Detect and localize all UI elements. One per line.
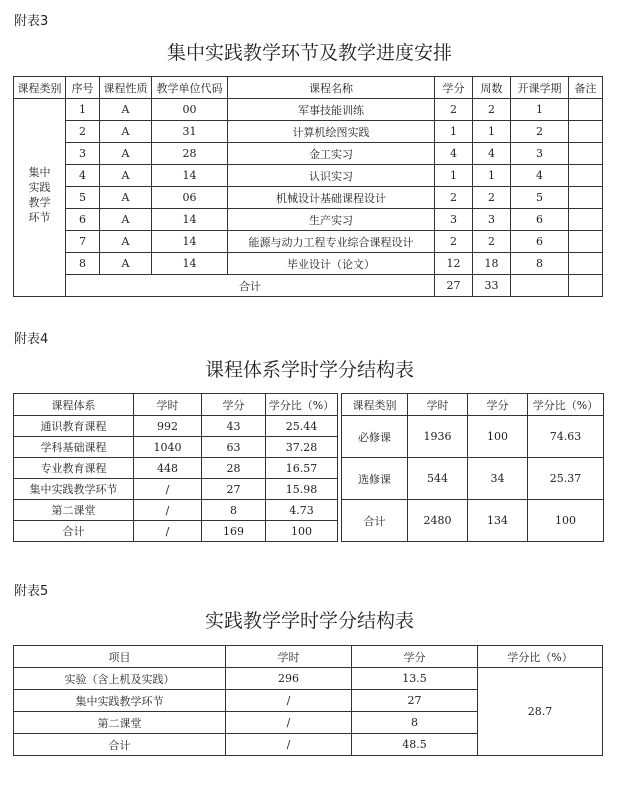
table5-header (14, 646, 603, 668)
cell (569, 209, 603, 231)
cell: A (100, 121, 152, 143)
cell: A (100, 165, 152, 187)
cell: / (134, 500, 202, 521)
cell: 37.28 (266, 437, 338, 458)
cell (511, 275, 569, 297)
cell (569, 143, 603, 165)
cell: 14 (152, 209, 228, 231)
cell: 296 (226, 668, 352, 690)
header-cell: 课程体系 (14, 394, 134, 416)
header-cell: 序号 (66, 77, 100, 99)
header-cell: 学分 (435, 77, 473, 99)
cell: 4 (435, 143, 473, 165)
cell: 18 (473, 253, 511, 275)
cell: 集中实践教学环节 (14, 479, 134, 500)
cell: 毕业设计（论文） (228, 253, 435, 275)
cell (569, 253, 603, 275)
cell: 实验（含上机及实践） (14, 668, 226, 690)
header-cell: 备注 (569, 77, 603, 99)
cell: 3 (66, 143, 100, 165)
cell: / (226, 690, 352, 712)
cell (569, 275, 603, 297)
cell: 3 (511, 143, 569, 165)
cell: 合计 (14, 734, 226, 756)
header-cell: 课程类别 (342, 394, 408, 416)
cell: 合计 (14, 521, 134, 542)
cell: 14 (152, 253, 228, 275)
cell: 992 (134, 416, 202, 437)
table5-label: 附表5 (14, 584, 49, 599)
cell: 能源与动力工程专业综合课程设计 (228, 231, 435, 253)
cell: 金工实习 (228, 143, 435, 165)
table-row (14, 253, 603, 275)
header-cell: 课程名称 (228, 77, 435, 99)
cell: 27 (352, 690, 478, 712)
cell: A (100, 231, 152, 253)
cell: 2 (511, 121, 569, 143)
cell: 14 (152, 165, 228, 187)
cell (569, 231, 603, 253)
total-credit: 27 (435, 275, 473, 297)
cell (569, 121, 603, 143)
table4-title: 课程体系学时学分结构表 (204, 359, 414, 381)
table5 (13, 645, 603, 756)
header-cell: 周数 (473, 77, 511, 99)
cell: 25.37 (528, 458, 604, 500)
cell: 43 (202, 416, 266, 437)
cell: A (100, 143, 152, 165)
cell: 2480 (408, 500, 468, 542)
total-label: 合计 (66, 275, 435, 297)
cell: 34 (468, 458, 528, 500)
table3-total-row (14, 275, 603, 297)
cell: 13.5 (352, 668, 478, 690)
header-cell: 教学单位代码 (152, 77, 228, 99)
table-row (14, 187, 603, 209)
cell: 4 (66, 165, 100, 187)
cell: 6 (511, 231, 569, 253)
cell: 1936 (408, 416, 468, 458)
cell: 军事技能训练 (228, 99, 435, 121)
cell: 通识教育课程 (14, 416, 134, 437)
table3-label: 附表3 (14, 14, 49, 29)
cell: 1 (511, 99, 569, 121)
header-cell: 学分比（%） (266, 394, 338, 416)
cell: 28 (202, 458, 266, 479)
ratio-cell: 28.7 (478, 668, 603, 756)
cell: 4.73 (266, 500, 338, 521)
table-row (14, 99, 603, 121)
cell: 2 (435, 99, 473, 121)
cell: 2 (66, 121, 100, 143)
cell: 4 (511, 165, 569, 187)
cell (569, 99, 603, 121)
header-cell: 学时 (408, 394, 468, 416)
cell: 8 (352, 712, 478, 734)
table4 (13, 393, 604, 542)
cell: / (134, 479, 202, 500)
cell: A (100, 209, 152, 231)
cell: 544 (408, 458, 468, 500)
cell: 2 (473, 187, 511, 209)
cell: 4 (473, 143, 511, 165)
cell: 6 (511, 209, 569, 231)
header-cell: 学分 (202, 394, 266, 416)
header-cell: 学分 (352, 646, 478, 668)
cell: 1 (473, 121, 511, 143)
cell: 8 (66, 253, 100, 275)
cell: 100 (468, 416, 528, 458)
cell: 2 (473, 99, 511, 121)
cell: 机械设计基础课程设计 (228, 187, 435, 209)
total-weeks: 33 (473, 275, 511, 297)
cell: 1 (66, 99, 100, 121)
table3-title: 集中实践教学环节及教学进度安排 (166, 42, 452, 64)
cell: 63 (202, 437, 266, 458)
cell: 5 (66, 187, 100, 209)
header-cell: 学分 (468, 394, 528, 416)
cell: 25.44 (266, 416, 338, 437)
cell: 1 (473, 165, 511, 187)
cell: 选修课 (342, 458, 408, 500)
cell: 第二课堂 (14, 712, 226, 734)
cell: 2 (435, 187, 473, 209)
cell: 1 (435, 121, 473, 143)
table-row (14, 500, 604, 521)
cell: A (100, 253, 152, 275)
category-cell: 集中实践教学环节 (28, 166, 51, 224)
table3-header (14, 77, 603, 99)
cell: 2 (473, 231, 511, 253)
cell: 1040 (134, 437, 202, 458)
cell: 1 (435, 165, 473, 187)
cell: 100 (266, 521, 338, 542)
cell: 学科基础课程 (14, 437, 134, 458)
cell: 3 (435, 209, 473, 231)
table4-label: 附表4 (14, 332, 49, 347)
cell: 16.57 (266, 458, 338, 479)
cell: 27 (202, 479, 266, 500)
cell: 74.63 (528, 416, 604, 458)
cell: 集中实践教学环节 (14, 690, 226, 712)
table-row (14, 143, 603, 165)
table-row (14, 209, 603, 231)
cell: 3 (473, 209, 511, 231)
cell (569, 187, 603, 209)
header-cell: 课程性质 (100, 77, 152, 99)
header-cell: 学分比（%） (478, 646, 603, 668)
cell: / (226, 734, 352, 756)
cell: 100 (528, 500, 604, 542)
table-row (14, 416, 604, 437)
table5-title: 实践教学学时学分结构表 (204, 610, 414, 632)
table-row (14, 668, 603, 690)
cell: 15.98 (266, 479, 338, 500)
table4-header (14, 394, 604, 416)
header-cell: 学时 (226, 646, 352, 668)
cell: A (100, 99, 152, 121)
table-row (14, 121, 603, 143)
header-cell: 开课学期 (511, 77, 569, 99)
cell: 12 (435, 253, 473, 275)
cell: 134 (468, 500, 528, 542)
cell: 8 (202, 500, 266, 521)
cell: 合计 (342, 500, 408, 542)
cell: 7 (66, 231, 100, 253)
cell: 第二课堂 (14, 500, 134, 521)
table-row (14, 165, 603, 187)
cell: 31 (152, 121, 228, 143)
header-cell: 学时 (134, 394, 202, 416)
cell: A (100, 187, 152, 209)
cell: 计算机绘图实践 (228, 121, 435, 143)
cell: 生产实习 (228, 209, 435, 231)
cell: / (134, 521, 202, 542)
header-cell: 课程类别 (14, 77, 66, 99)
cell: 06 (152, 187, 228, 209)
cell: 5 (511, 187, 569, 209)
table-row (14, 458, 604, 479)
cell: 00 (152, 99, 228, 121)
cell: 8 (511, 253, 569, 275)
cell: 48.5 (352, 734, 478, 756)
table-row (14, 231, 603, 253)
cell: 169 (202, 521, 266, 542)
cell: 28 (152, 143, 228, 165)
header-cell: 项目 (14, 646, 226, 668)
cell: 认识实习 (228, 165, 435, 187)
cell: 448 (134, 458, 202, 479)
cell: 6 (66, 209, 100, 231)
cell (569, 165, 603, 187)
table3 (13, 76, 603, 297)
cell: / (226, 712, 352, 734)
cell: 专业教育课程 (14, 458, 134, 479)
cell: 14 (152, 231, 228, 253)
cell: 必修课 (342, 416, 408, 458)
header-cell: 学分比（%） (528, 394, 604, 416)
cell: 2 (435, 231, 473, 253)
